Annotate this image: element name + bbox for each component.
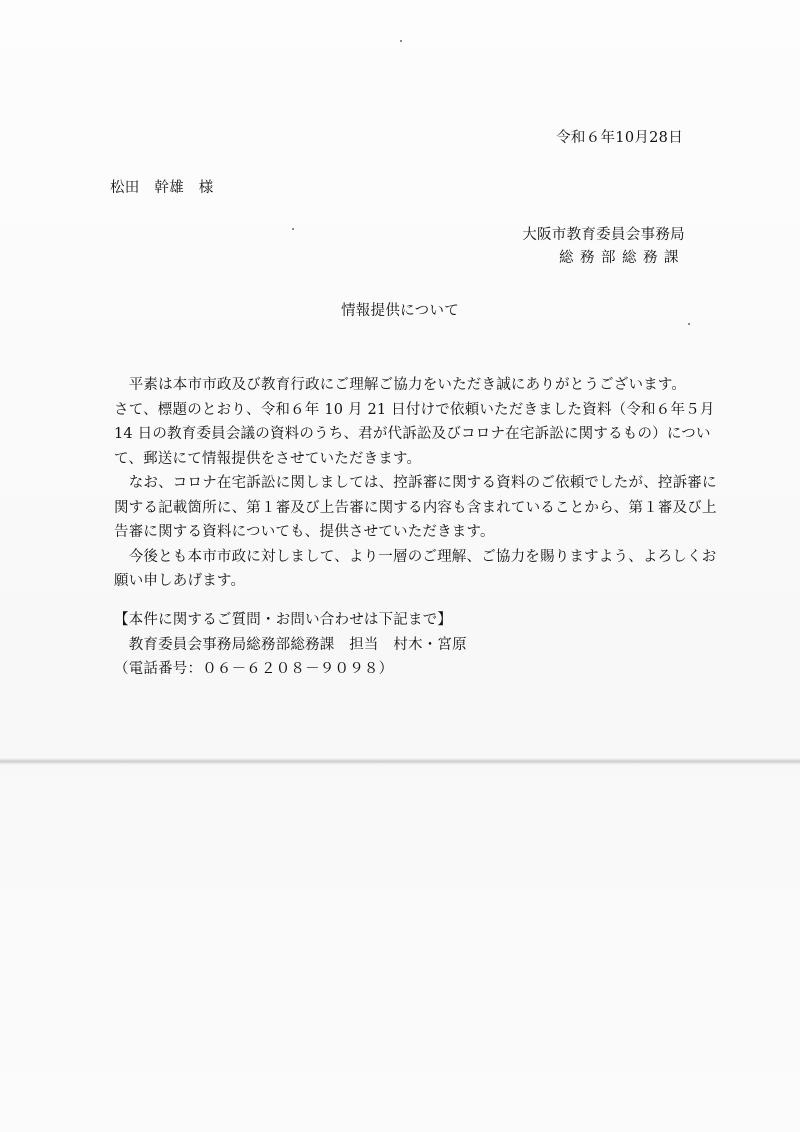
sender-department: 総務部総務課 (559, 250, 685, 266)
letter-date: 令和６年10月28日 (556, 130, 683, 146)
letter-subject: 情報提供について (340, 303, 460, 319)
contact-phone: （電話番号：０６－６２０８－９０９８） (114, 661, 394, 677)
paper-speck (400, 40, 402, 42)
body-line: 告審に関する資料についても、提供させていただきます。 (114, 524, 495, 540)
body-line: 今後とも本市市政に対しまして、より一層のご理解、ご協力を賜りますよう、よろしくお (114, 548, 717, 565)
body-line: なお、コロナ在宅訴訟に関しましては、控訴審に関する資料のご依頼でしたが、控訴審に (114, 475, 717, 491)
body-line: さて、標題のとおり、令和６年 10 月 21 日付けで依頼いただきました資料（令和６年５月 (114, 401, 715, 418)
sender-organization: 大阪市教育委員会事務局 (522, 227, 685, 243)
recipient-name: 松田 幹雄 様 (110, 180, 214, 196)
contact-person: 教育委員会事務局総務部総務課 担当 村木・宮原 (114, 636, 467, 653)
paper-speck (688, 323, 690, 325)
body-line: 願い申しあげます。 (114, 573, 246, 589)
body-line: 関する記載箇所に、第１審及び上告審に関する内容も含まれていることから、第１審及び上 (114, 499, 717, 516)
contact-block (114, 608, 467, 682)
paper-speck (292, 228, 294, 230)
body-line: 14 日の教育委員会議の資料のうち、君が代訴訟及びコロナ在宅訴訟に関するもの）につい (114, 426, 711, 442)
paper-fold-line (0, 758, 800, 766)
body-line: て、郵送にて情報提供をさせていただきます。 (114, 450, 422, 467)
letter-body (114, 373, 717, 594)
contact-heading: 【本件に関するご質問・お問い合わせは下記まで】 (114, 612, 453, 628)
body-line: 平素は本市市政及び教育行政にご理解ご協力をいただき誠にありがとうございます。 (114, 377, 687, 393)
